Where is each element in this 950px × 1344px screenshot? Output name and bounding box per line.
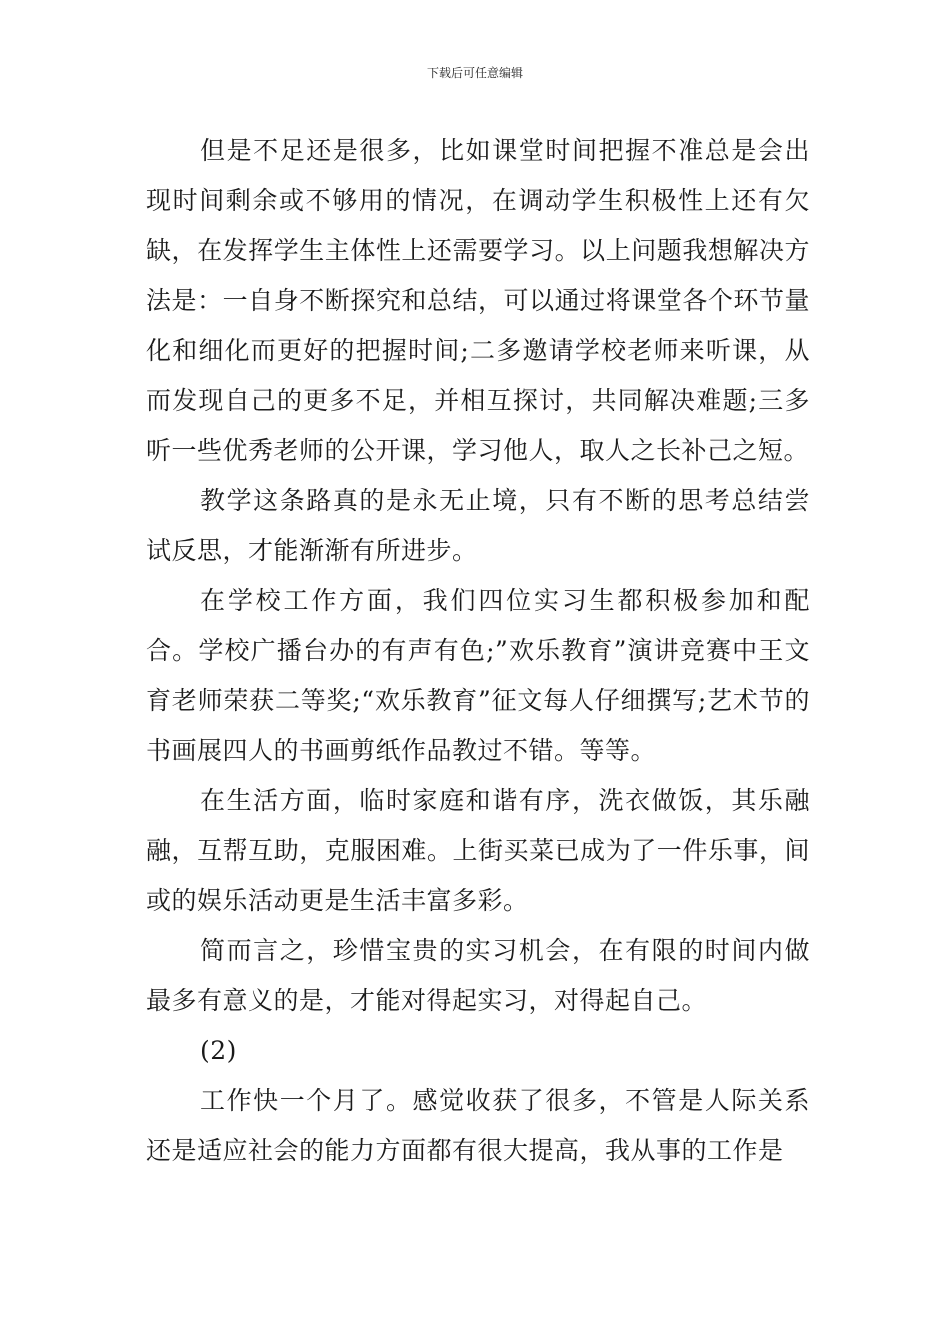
page-header-note: 下载后可任意编辑: [426, 66, 523, 80]
paragraph: 教学这条路真的是永无止境，只有不断的思考总结尝试反思，才能渐渐有所进步。: [146, 486, 810, 565]
paragraph: 简而言之，珍惜宝贵的实习机会，在有限的时间内做最多有意义的是，才能对得起实习，对得起自己。: [146, 936, 810, 1015]
document-body: [146, 126, 810, 1176]
paragraph: 但是不足还是很多，比如课堂时间把握不准总是会出现时间剩余或不够用的情况，在调动学生积极性上还有欠缺，在发挥学生主体性上还需要学习。以上问题我想解决方法是：一自身不断探究和总结，可以通过将课堂各个环节量化和细化而更好的把握时间;二多邀请学校老师来听课，从而发现自己的更多不足，并相互探讨，共同解决难题;三多听一些优秀老师的公开课，学习他人，取人之长补己之短。: [146, 136, 810, 465]
paragraph: 工作快一个月了。感觉收获了很多，不管是人际关系还是适应社会的能力方面都有很大提高，我从事的工作是: [146, 1086, 810, 1165]
paragraph: 在生活方面，临时家庭和谐有序，洗衣做饭，其乐融融，互帮互助，克服困难。上街买菜已成为了一件乐事，间或的娱乐活动更是生活丰富多彩。: [146, 786, 810, 915]
paragraph: 在学校工作方面，我们四位实习生都积极参加和配合。学校广播台办的有声有色;”欢乐教育”演讲竞赛中王文育老师荣获二等奖;“欢乐教育”征文每人仔细撰写;艺术节的书画展四人的书画剪纸作品教过不错。等等。: [146, 586, 810, 765]
section-number: (2): [200, 1036, 237, 1065]
